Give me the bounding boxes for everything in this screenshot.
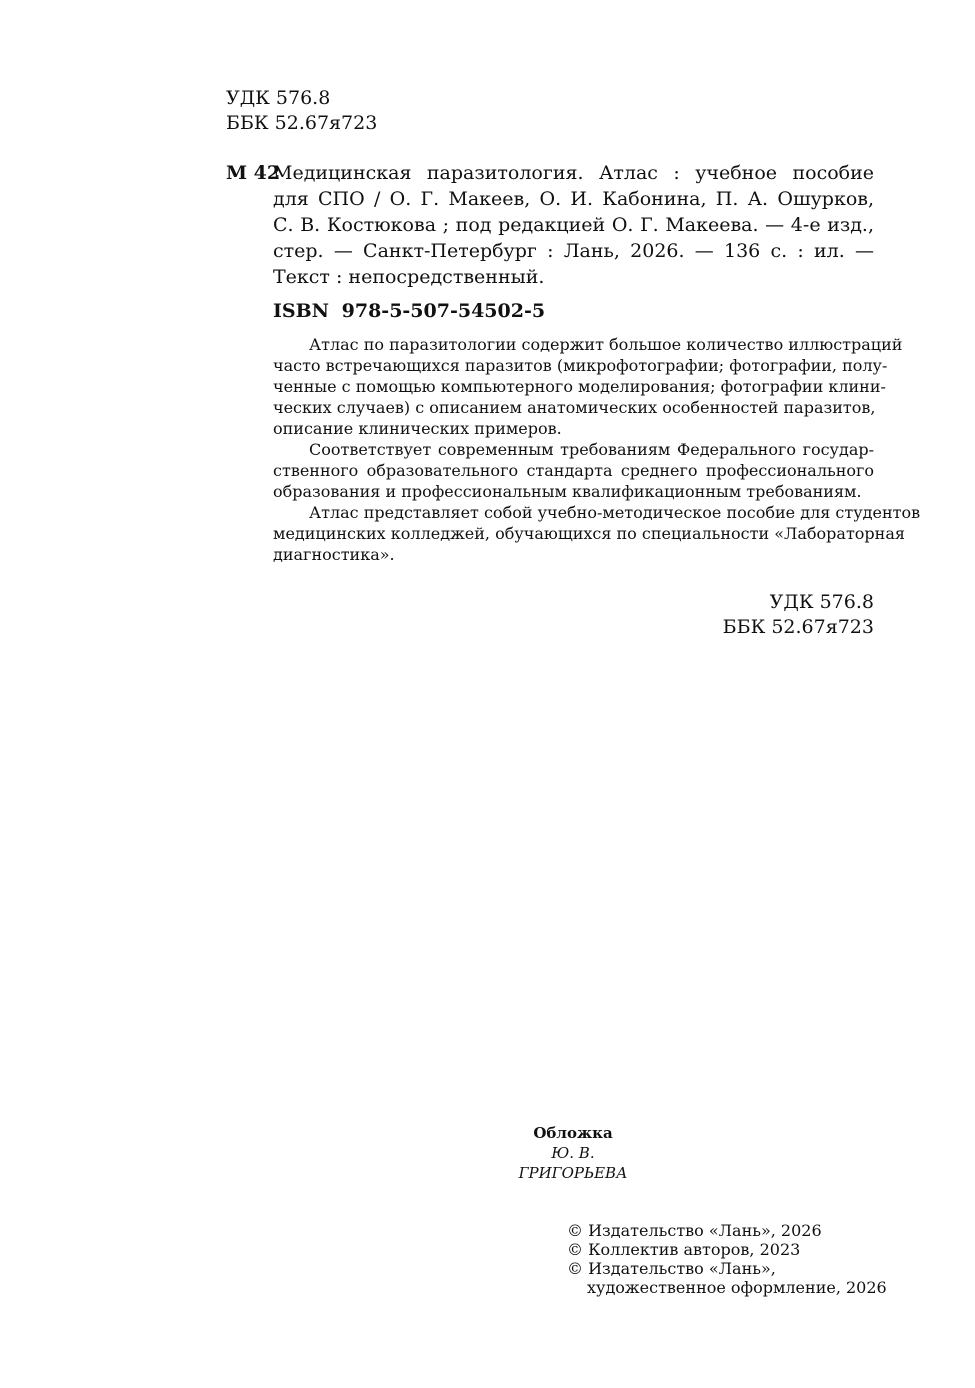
annotation-line: ческих случаев) с описанием анатомических особенностей паразитов, bbox=[273, 398, 876, 417]
annotation-line: ченные с помощью компьютерного моделирования; фотографии клини- bbox=[273, 377, 886, 396]
copyright-line: © Издательство «Лань», bbox=[567, 1259, 776, 1278]
annotation-line: образования и профессиональным квалификационным требованиям. bbox=[273, 482, 862, 501]
annotation-line: Атлас представляет собой учебно-методическое пособие для студентов bbox=[309, 503, 921, 522]
copyright-line: © Издательство «Лань», 2026 bbox=[567, 1221, 822, 1240]
annotation-line: описание клинических примеров. bbox=[273, 419, 562, 438]
cover-credit bbox=[498, 1123, 648, 1183]
cover-label: Обложка bbox=[533, 1124, 613, 1142]
biblio-line: С. В. Костюкова ; под редакцией О. Г. Макеева. — 4-е изд., bbox=[273, 214, 874, 236]
annotation bbox=[273, 334, 921, 565]
bbk-code: ББК 52.67я723 bbox=[722, 616, 874, 638]
udk-bbk-bottom bbox=[723, 590, 874, 640]
annotation-line: Атлас по паразитологии содержит большое количество иллюстраций bbox=[309, 335, 903, 354]
udk-bbk-top bbox=[226, 86, 377, 136]
copyright-line: © Коллектив авторов, 2023 bbox=[567, 1240, 801, 1259]
biblio-line: Текст : непосредственный. bbox=[273, 266, 545, 288]
biblio-line: для СПО / О. Г. Макеев, О. И. Кабонина, П. А. Ошурков, bbox=[273, 188, 874, 210]
annotation-line: ственного образовательного стандарта среднего профессионального bbox=[273, 461, 874, 480]
annotation-line: медицинских колледжей, обучающихся по специальности «Лабораторная bbox=[273, 524, 905, 543]
copyright-line: художественное оформление, 2026 bbox=[587, 1278, 887, 1297]
bibliographic-record bbox=[273, 160, 874, 290]
annotation-line: диагностика». bbox=[273, 545, 395, 564]
copyright-block bbox=[567, 1221, 887, 1297]
cover-designer: Ю. В. ГРИГОРЬЕВА bbox=[518, 1144, 628, 1182]
annotation-line: Соответствует современным требованиям Федерального государ- bbox=[309, 440, 874, 459]
bbk-code: ББК 52.67я723 bbox=[226, 112, 378, 134]
udk-code: УДК 576.8 bbox=[769, 591, 874, 613]
udk-code: УДК 576.8 bbox=[226, 87, 331, 109]
biblio-line: Медицинская паразитология. Атлас : учебное пособие bbox=[273, 162, 874, 184]
isbn: ISBN 978-5-507-54502-5 bbox=[273, 300, 546, 322]
author-mark: М 42 bbox=[226, 162, 281, 184]
biblio-line: стер. — Санкт-Петербург : Лань, 2026. — 136 с. : ил. — bbox=[273, 240, 874, 262]
annotation-line: часто встречающихся паразитов (микрофотографии; фотографии, полу- bbox=[273, 356, 888, 375]
